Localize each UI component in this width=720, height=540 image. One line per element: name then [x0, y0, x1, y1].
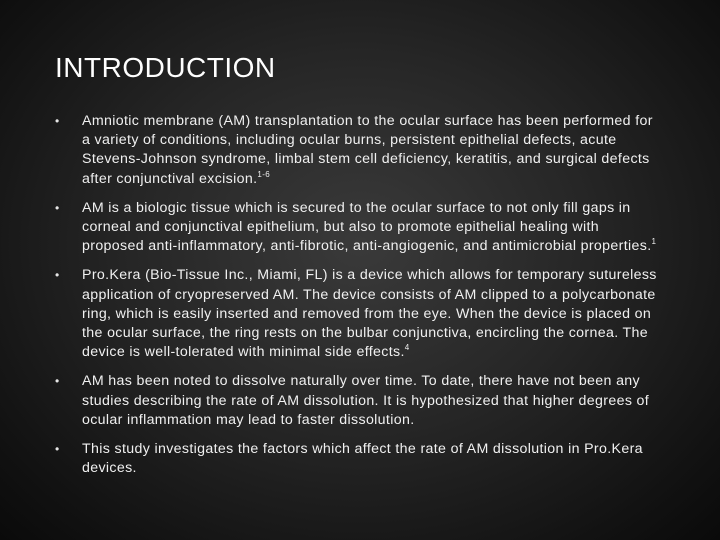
reference-superscript: 1: [651, 237, 657, 247]
bullet-marker: •: [55, 374, 60, 389]
bullet-item-2: [55, 199, 665, 257]
bullet-item-3: [55, 266, 665, 362]
bullet-text: Amniotic membrane (AM) transplantation to the ocular surface has been performed for a variety of conditions, including ocular burns, persistent epithelial defects, acute Stevens-Johnson syndrome, limbal stem cell deficiency, keratitis, and surgical defects after conjunctival excision.: [82, 113, 653, 187]
bullet-item-5: [55, 440, 665, 478]
bullet-text: This study investigates the factors which affect the rate of AM dissolution in Pro.Kera devices.: [82, 441, 643, 477]
bullet-marker: •: [55, 200, 60, 215]
reference-superscript: 4: [404, 343, 410, 353]
bullet-marker: •: [55, 268, 60, 283]
slide-title: INTRODUCTION: [55, 52, 276, 83]
bullet-text: Pro.Kera (Bio-Tissue Inc., Miami, FL) is a device which allows for temporary sutureless application of cryopreserved AM. The device consists of AM clipped to a polycarbonate ring, which is easily inserted and removed from the eye. When the device is placed on the ocular surface, the ring rests on the bulbar conjunctiva, encircling the cornea. The device is well-tolerated with minimal side effects.: [82, 267, 657, 361]
reference-superscript: 1-6: [257, 169, 271, 179]
bullet-item-1: [55, 112, 665, 189]
bullet-item-4: [55, 372, 665, 430]
bullet-list: [55, 112, 665, 488]
bullet-text: AM has been noted to dissolve naturally over time. To date, there have not been any studies describing the rate of AM dissolution. It is hypothesized that higher degrees of ocular inflammation may lead to faster dissolution.: [82, 373, 650, 428]
bullet-marker: •: [55, 442, 60, 457]
bullet-marker: •: [55, 114, 60, 128]
bullet-text: AM is a biologic tissue which is secured to the ocular surface to not only fill gaps in corneal and conjunctival epithelium, but also to promote epithelial healing with proposed anti-inflammatory, anti-fibrotic, anti-angiogenic, and antimicrobial properties.: [82, 199, 652, 255]
